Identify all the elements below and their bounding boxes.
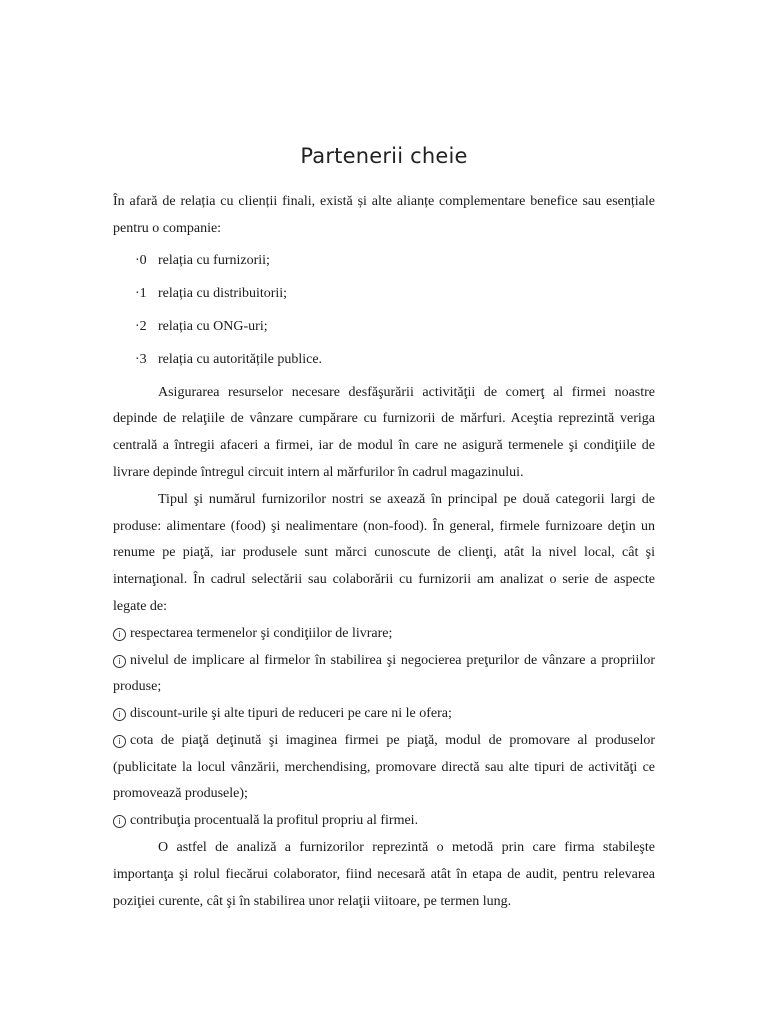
- paragraph-resources: Asigurarea resurselor necesare desfăşurării activităţii de comerţ al firmei noastre depinde de relaţiile de vânzare cumpărare cu furnizorii de mărfuri. Aceştia reprezintă veriga centrală a întregii afaceri a firmei, iar de modul în care ne asigură termenele şi condiţiile de livrare depinde întregul circuit intern al mărfurilor în cadrul magazinului.: [113, 384, 655, 480]
- list-item: [113, 314, 655, 341]
- info-circle-icon: i: [113, 628, 126, 641]
- criteria-item: [113, 728, 655, 808]
- list-item: [113, 281, 655, 308]
- criteria-text: cota de piaţă deţinută şi imaginea firmei pe piaţă, modul de promovare al produselor (publicitate la locul vânzării, merchendising, promovare directă sau alte tipuri de activităţi ce promovează produsele);: [113, 732, 655, 802]
- criteria-text: discount-urile şi alte tipuri de reduceri pe care ni le ofera;: [130, 706, 452, 722]
- info-circle-icon: i: [113, 815, 126, 828]
- criteria-text: contribuţia procentuală la profitul propriu al firmei.: [130, 813, 419, 829]
- list-item: [113, 248, 655, 275]
- partners-list: [113, 248, 655, 374]
- list-item-text: relația cu distribuitorii;: [158, 285, 288, 301]
- info-circle-icon: i: [113, 655, 126, 668]
- info-circle-icon: i: [113, 735, 126, 748]
- criteria-item: [113, 701, 655, 728]
- info-circle-icon: i: [113, 708, 126, 721]
- list-number: ·3: [135, 351, 147, 367]
- intro-paragraph: În afară de relația cu clienții finali, există și alte alianțe complementare benefice sau esențiale pentru o companie:: [113, 194, 655, 236]
- list-item-text: relația cu ONG-uri;: [158, 318, 268, 334]
- paragraph-suppliers: Tipul şi numărul furnizorilor nostri se axează în principal pe două categorii largi de produse: alimentare (food) şi nealimentare (non-food). În general, firmele furnizoare deţin un renume pe piaţă, iar produsele sunt mărci cunoscute de clienţi, atât la nivel local, cât şi internaţional. În cadrul selectării sau colaborării cu furnizorii am analizat o serie de aspecte legate de:: [113, 491, 655, 614]
- criteria-text: nivelul de implicare al firmelor în stabilirea şi negocierea preţurilor de vânzare a propriilor produse;: [113, 652, 655, 695]
- list-number: ·0: [135, 252, 147, 268]
- list-item-text: relația cu furnizorii;: [158, 252, 270, 268]
- paragraph-analysis: O astfel de analiză a furnizorilor reprezintă o metodă prin care firma stabileşte importanţa şi rolul fiecărui colaborator, fiind necesară atât în etapa de audit, pentru relevarea poziţiei curente, cât şi în stabilirea unor relaţii viitoare, pe termen lung.: [113, 840, 655, 909]
- document-body: [113, 189, 655, 915]
- list-item: [113, 347, 655, 374]
- criteria-item: [113, 808, 655, 835]
- list-number: ·2: [135, 318, 147, 334]
- criteria-text: respectarea termenelor şi condiţiilor de livrare;: [130, 625, 393, 641]
- page-title: Partenerii cheie: [300, 144, 468, 168]
- list-number: ·1: [135, 285, 147, 301]
- list-item-text: relația cu autoritățile publice.: [158, 351, 323, 367]
- criteria-item: [113, 648, 655, 702]
- criteria-item: [113, 621, 655, 648]
